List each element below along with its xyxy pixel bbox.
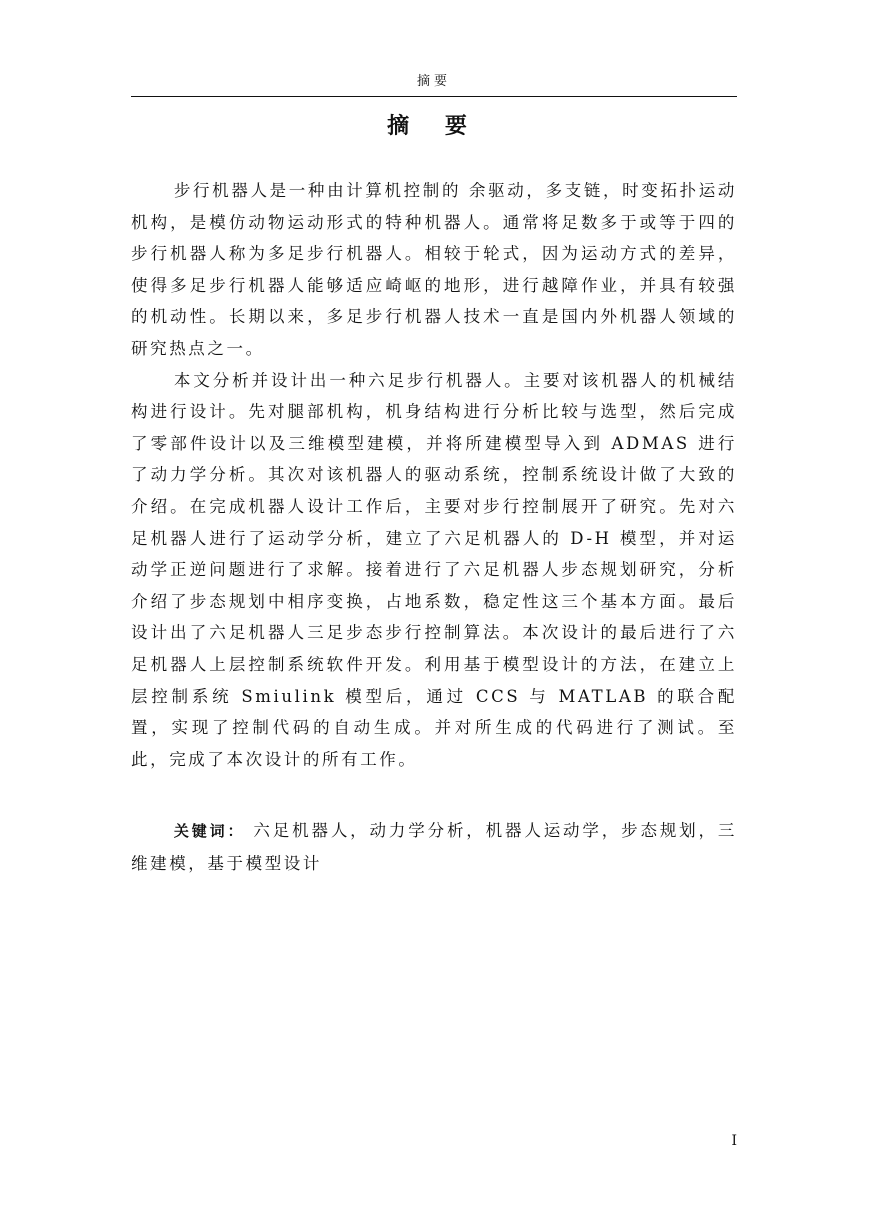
page-number: I — [731, 1133, 737, 1149]
running-header: 摘要 — [416, 74, 451, 89]
abstract-body — [131, 175, 737, 775]
abstract-paragraph-2: 本文分析并设计出一种六足步行机器人。主要对该机器人的机械结构进行设计。先对腿部机构，机身结构进行分析比较与选型，然后完成了零部件设计以及三维模型建模，并将所建模型导入到 ADMAS 进行了动力学分析。其次对该机器人的驱动系统，控制系统设计做了大致的介绍。在完成机器人设计工作后，主要对步行控制展开了研究。先对六足机器人进行了运动学分析，建立了六足机器人的 D-H 模型，并对运动学正逆问题进行了求解。接着进行了六足机器人步态规划研究，分析介绍了步态规划中相序变换，占地系数，稳定性这三个基本方面。最后设计出了六足机器人三足步态步行控制算法。本次设计的最后进行了六足机器人上层控制系统软件开发。利用基于模型设计的方法，在建立上层控制系统 Smiulink 模型后，通过 CCS 与 MATLAB 的联合配置，实现了控制代码的自动生成。并对所生成的代码进行了测试。至此，完成了本次设计的所有工作。 — [131, 370, 737, 769]
abstract-paragraph-1: 步行机器人是一种由计算机控制的 余驱动，多支链，时变拓扑运动机构，是模仿动物运动形式的特种机器人。通常将足数多于或等于四的步行机器人称为多足步行机器人。相较于轮式，因为运动方式的差异，使得多足步行机器人能够适应崎岖的地形，进行越障作业，并具有较强的机动性。长期以来，多足步行机器人技术一直是国内外机器人领域的研究热点之一。 — [131, 181, 737, 358]
header-rule — [131, 96, 737, 97]
keywords-text: 六足机器人，动力学分析，机器人运动学，步态规划，三维建模，基于模型设计 — [131, 821, 737, 873]
keywords-line — [131, 815, 737, 879]
page-title: 摘 要 — [387, 114, 481, 139]
keywords-label: 关键词： — [173, 822, 246, 840]
